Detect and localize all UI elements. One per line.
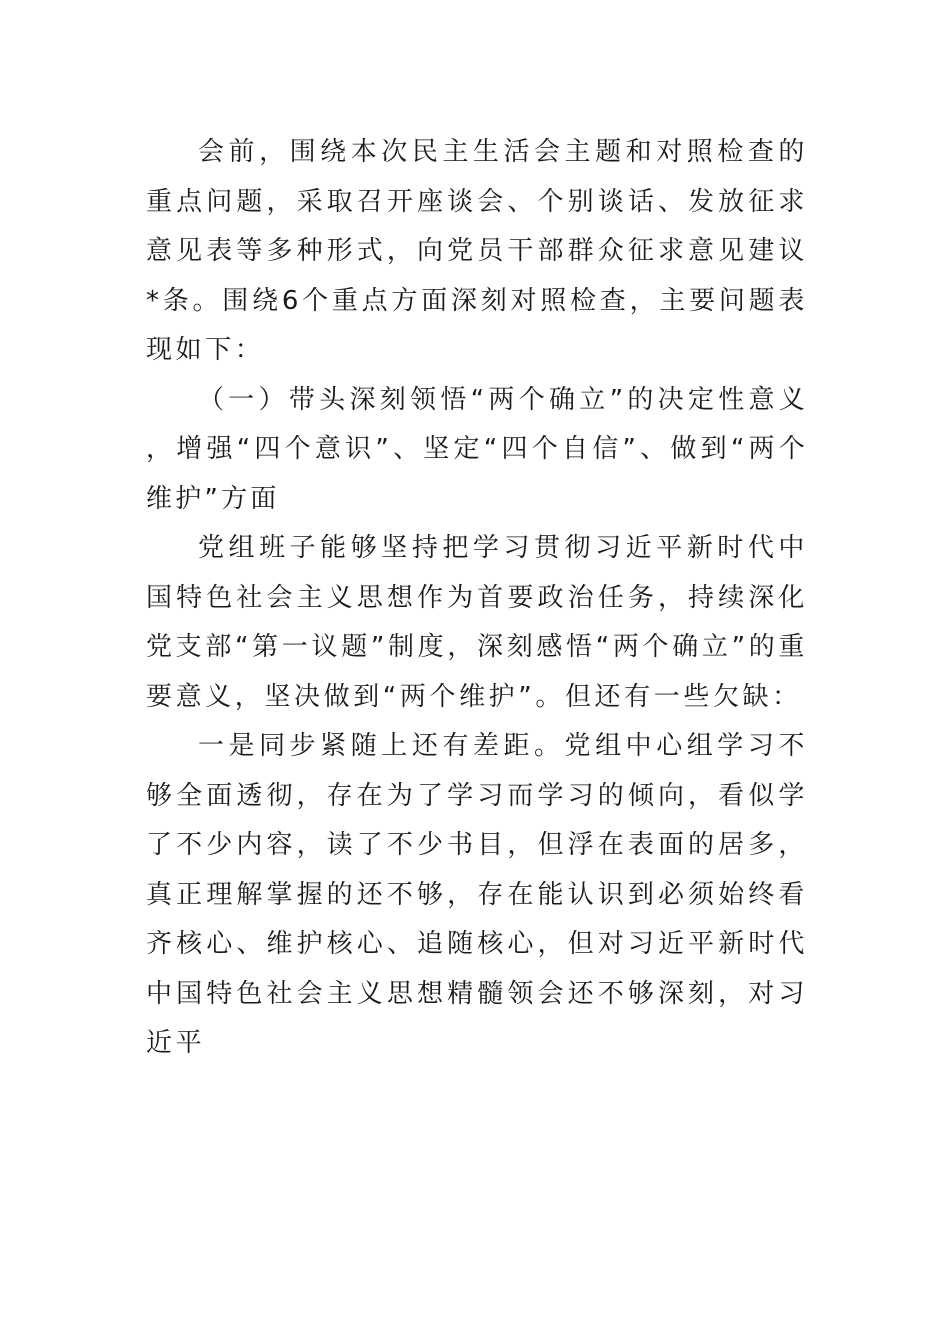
point-paragraph: 一是同步紧随上还有差距。党组中心组学习不够全面透彻，存在为了学习而学习的倾向，看似学了不少内容，读了不少书目，但浮在表面的居多，真正理解掌握的还不够，存在能认识到必须始终看齐核心、维护核心、追随核心，但对习近平新时代中国特色社会主义思想精髓领会还不够深刻，对习近平 xyxy=(146,731,808,1058)
document-body xyxy=(146,128,808,1069)
section-body-paragraph: 党组班子能够坚持把学习贯彻习近平新时代中国特色社会主义思想作为首要政治任务，持续深化党支部“第一议题”制度，深刻感悟“两个确立”的重要意义，坚决做到“两个维护”。但还有一些欠缺： xyxy=(146,533,808,712)
intro-paragraph: 会前，围绕本次民主生活会主题和对照检查的重点问题，采取召开座谈会、个别谈话、发放征求意见表等多种形式，向党员干部群众征求意见建议*条。围绕6个重点方面深刻对照检查，主要问题表现如下： xyxy=(146,137,808,365)
section-heading: （一）带头深刻领悟“两个确立”的决定性意义，增强“四个意识”、坚定“四个自信”、做到“两个维护”方面 xyxy=(146,384,808,514)
